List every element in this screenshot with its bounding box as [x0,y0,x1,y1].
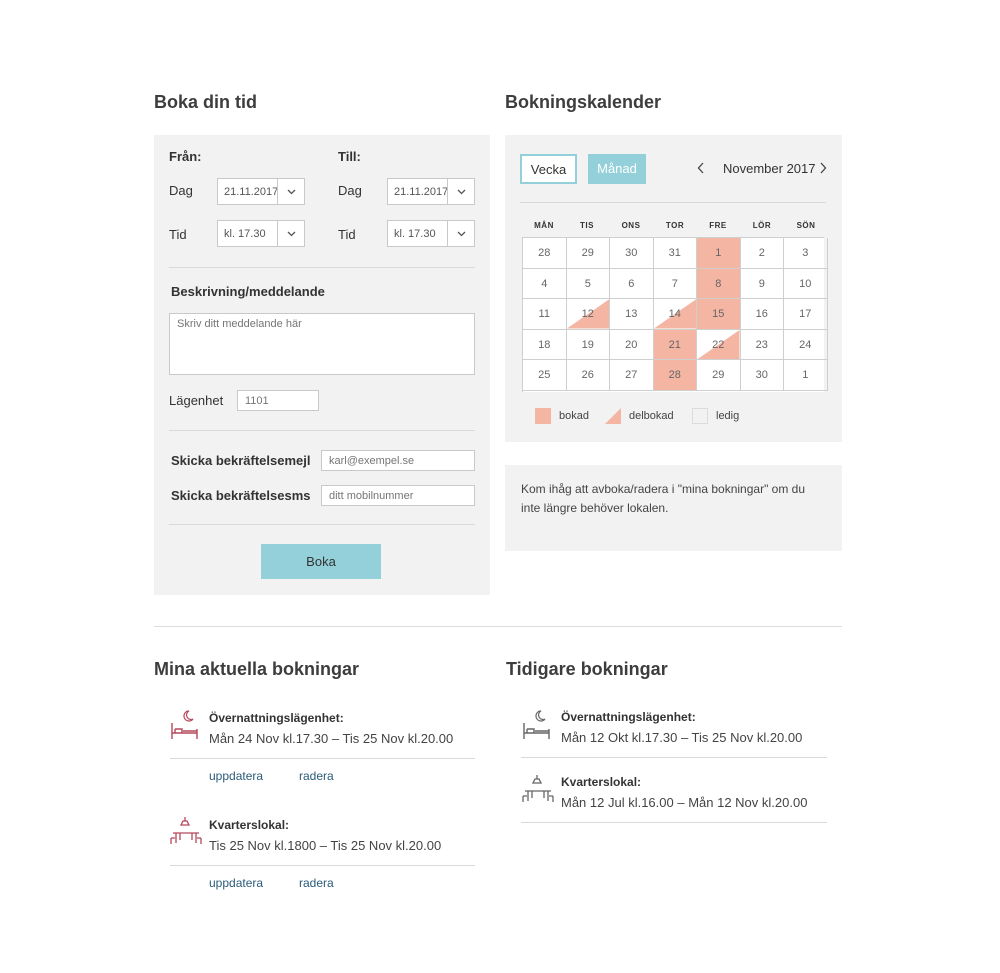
chevron-down-icon[interactable] [447,179,474,204]
calendar-day-cell[interactable] [654,269,698,300]
calendar-day-cell[interactable] [654,238,698,269]
calendar-day-number: 23 [755,338,768,351]
weekday-label: TOR [665,221,685,230]
calendar-day-cell[interactable] [523,299,567,330]
calendar-day-number: 30 [755,369,768,381]
booking-calendar [505,135,842,442]
legend-free-swatch [692,408,708,424]
from-label: Från: [169,149,202,164]
booking-title: Kvarterslokal: [209,818,290,832]
calendar-grid [522,237,824,392]
bed-moon-icon [522,709,552,746]
calendar-day-cell[interactable] [567,330,611,361]
calendar-day-number: 12 [581,308,594,320]
booking-title: Övernattningslägenhet: [209,711,344,725]
calendar-day-cell[interactable] [697,238,741,269]
booking-title: Övernattningslägenhet: [561,710,696,724]
calendar-day-cell[interactable] [654,360,698,391]
weekday-label: LÖR [752,221,772,230]
calendar-day-number: 27 [625,369,638,381]
calendar-day-cell[interactable] [654,299,698,330]
chevron-down-icon[interactable] [277,179,304,204]
legend-partial-swatch [605,408,621,424]
calendar-title: Bokningskalender [505,92,662,112]
from-time-label: Tid [169,227,187,242]
weekday-label: TIS [580,221,594,230]
calendar-day-number: 4 [541,277,548,290]
calendar-day-number: 8 [715,277,722,290]
booking-time: Mån 24 Nov kl.17.30 – Tis 25 Nov kl.20.00 [209,731,454,746]
booking-time: Mån 12 Okt kl.17.30 – Tis 25 Nov kl.20.00 [561,730,803,745]
current-bookings-title: Mina aktuella bokningar [154,659,360,679]
calendar-day-number: 6 [628,277,635,290]
chevron-down-icon[interactable] [277,221,304,246]
apartment-label: Lägenhet [169,393,224,408]
from-time-select[interactable] [217,220,305,247]
calendar-day-number: 10 [799,277,812,290]
bed-moon-icon [170,709,200,746]
calendar-day-cell[interactable] [741,238,785,269]
calendar-day-cell[interactable] [741,269,785,300]
calendar-day-number: 30 [625,247,638,259]
reminder-note [505,465,842,551]
weekday-label: ONS [621,221,641,230]
next-month-icon[interactable] [819,161,827,177]
calendar-day-number: 18 [538,338,551,351]
weekday-label: FRE [709,221,727,230]
section-divider [154,626,842,627]
calendar-day-cell[interactable] [784,330,828,361]
calendar-day-cell[interactable] [610,330,654,361]
calendar-day-number: 17 [799,308,812,320]
reminder-text: Kom ihåg att avboka/radera i "mina bokningar" om du inte längre behöver lokalen. [521,482,806,515]
calendar-day-number: 29 [581,247,594,259]
calendar-day-number: 31 [668,247,681,259]
divider [520,202,826,203]
description-textarea[interactable] [169,313,475,375]
email-input[interactable] [321,450,475,471]
calendar-day-number: 7 [671,277,678,290]
update-booking-link[interactable]: uppdatera [209,876,264,890]
calendar-day-cell[interactable] [741,299,785,330]
calendar-day-number: 1 [802,369,809,381]
to-time-value: kl. 17.30 [394,228,436,240]
calendar-day-number: 22 [712,338,725,351]
submit-booking-button[interactable]: Boka [261,544,381,579]
calendar-day-number: 25 [538,369,551,381]
calendar-day-cell[interactable] [523,238,567,269]
to-time-select[interactable] [387,220,475,247]
legend-free-label: ledig [716,410,740,422]
calendar-day-number: 28 [668,369,681,381]
booking-form [154,135,490,595]
calendar-day-number: 9 [758,277,765,290]
calendar-day-cell[interactable] [741,330,785,361]
calendar-day-number: 5 [584,277,591,290]
month-view-button[interactable]: Månad [588,154,646,184]
calendar-day-cell[interactable] [567,360,611,391]
to-day-label: Dag [338,183,362,198]
calendar-day-number: 29 [712,369,725,381]
delete-booking-link[interactable]: radera [299,876,334,890]
to-day-select[interactable] [387,178,475,205]
divider [169,524,475,525]
divider [170,865,475,866]
calendar-day-cell[interactable] [567,269,611,300]
calendar-day-number: 15 [712,308,725,320]
calendar-day-cell[interactable] [610,360,654,391]
weekday-label: SÖN [796,221,816,230]
legend-partial-label: delbokad [629,410,674,422]
to-day-value: 21.11.2017 [394,186,449,198]
table-lamp-icon [522,774,554,809]
calendar-day-number: 28 [538,247,551,259]
from-day-select[interactable] [217,178,305,205]
divider [169,430,475,431]
calendar-day-number: 14 [668,308,681,320]
calendar-day-number: 21 [668,338,681,351]
calendar-day-cell[interactable] [567,238,611,269]
booking-time: Tis 25 Nov kl.1800 – Tis 25 Nov kl.20.00 [209,838,442,853]
calendar-day-cell[interactable] [741,360,785,391]
prev-month-icon[interactable] [697,161,705,177]
calendar-day-cell[interactable] [610,299,654,330]
apartment-input[interactable] [237,390,319,411]
from-time-value: kl. 17.30 [224,228,266,240]
calendar-day-cell[interactable] [784,238,828,269]
from-day-value: 21.11.2017 [224,186,279,198]
calendar-day-cell[interactable] [697,299,741,330]
description-label: Beskrivning/meddelande [171,284,325,299]
table-lamp-icon [170,816,202,851]
calendar-day-cell[interactable] [697,269,741,300]
calendar-day-cell[interactable] [610,238,654,269]
weekday-label: MÅN [534,221,554,230]
calendar-day-cell[interactable] [567,299,611,330]
calendar-day-number: 19 [581,338,594,351]
divider [169,267,475,268]
to-label: Till: [338,149,361,164]
divider [521,757,827,758]
calendar-day-number: 20 [625,338,638,351]
calendar-day-cell[interactable] [610,269,654,300]
from-day-label: Dag [169,183,193,198]
calendar-day-number: 26 [581,369,594,381]
divider [521,822,827,823]
calendar-day-cell[interactable] [697,330,741,361]
sms-input[interactable] [321,485,475,506]
calendar-day-number: 1 [715,247,722,259]
calendar-day-number: 11 [538,308,550,320]
to-time-label: Tid [338,227,356,242]
email-label: Skicka bekräftelsemejl [171,453,311,468]
booking-form-title: Boka din tid [154,92,257,112]
calendar-day-cell[interactable] [654,330,698,361]
calendar-day-cell[interactable] [784,360,828,391]
legend-booked-swatch [535,408,551,424]
calendar-day-number: 16 [755,308,768,320]
week-view-button[interactable]: Vecka [520,154,577,184]
booking-title: Kvarterslokal: [561,775,642,789]
calendar-day-cell[interactable] [697,360,741,391]
booking-time: Mån 12 Jul kl.16.00 – Mån 12 Nov kl.20.00 [561,795,808,810]
calendar-day-cell[interactable] [523,269,567,300]
calendar-day-number: 13 [625,308,638,320]
calendar-day-cell[interactable] [523,360,567,391]
delete-booking-link[interactable]: radera [299,769,334,783]
update-booking-link[interactable]: uppdatera [209,769,264,783]
past-bookings-title: Tidigare bokningar [506,659,668,679]
legend-booked-label: bokad [559,410,589,422]
calendar-day-cell[interactable] [784,269,828,300]
sms-label: Skicka bekräftelsesms [171,488,311,503]
calendar-day-cell[interactable] [523,330,567,361]
divider [170,758,475,759]
calendar-day-number: 2 [758,247,765,259]
calendar-day-number: 3 [802,247,809,259]
chevron-down-icon[interactable] [447,221,474,246]
calendar-day-cell[interactable] [784,299,828,330]
current-month-label: November 2017 [723,161,816,176]
calendar-day-number: 24 [799,338,812,351]
